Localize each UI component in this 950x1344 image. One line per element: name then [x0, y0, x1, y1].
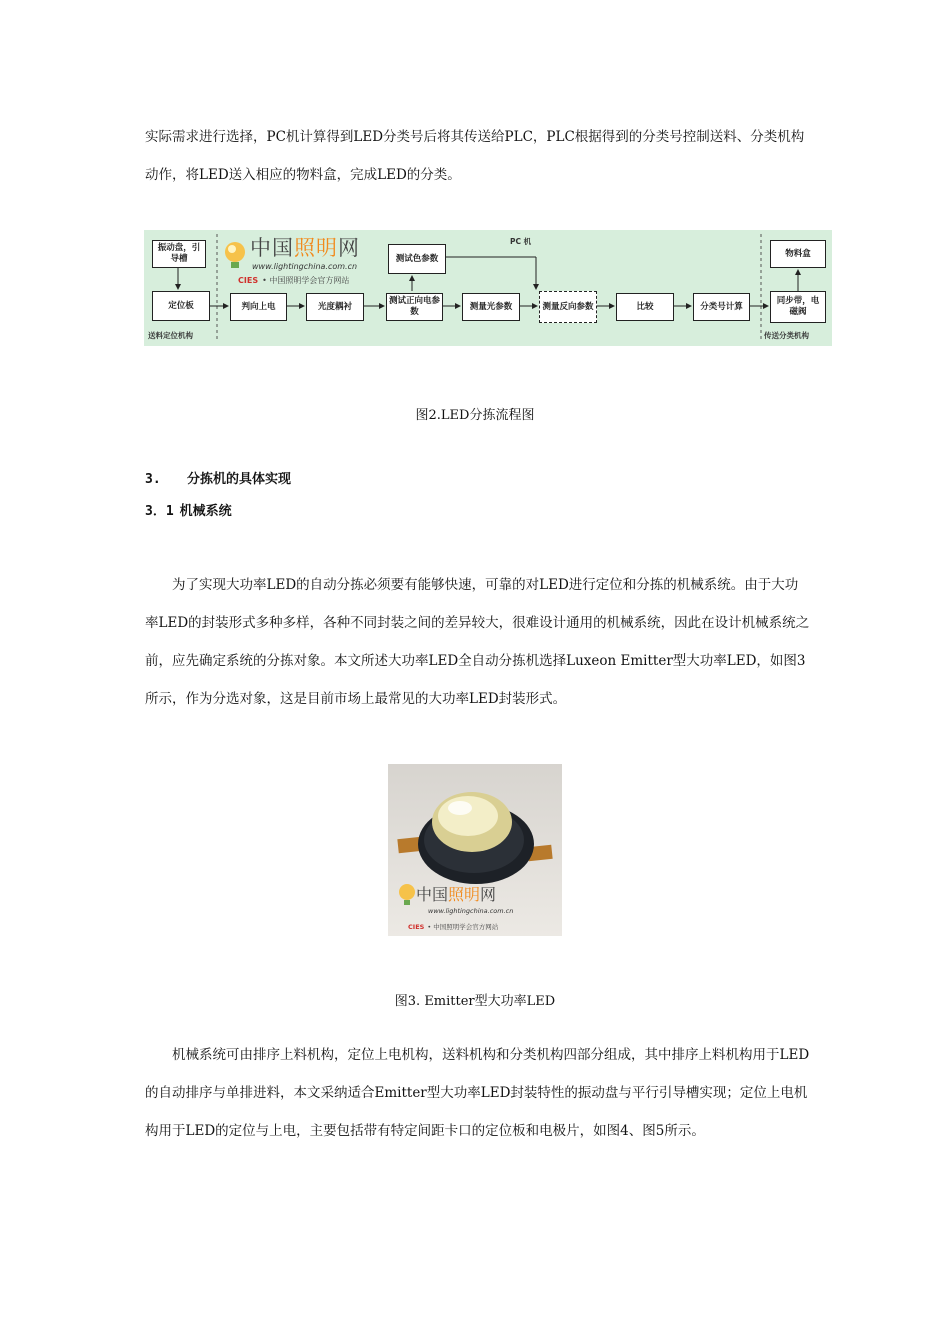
- logo-url: www.lightingchina.com.cn: [252, 262, 358, 271]
- emitter-led-illustration: [388, 764, 562, 884]
- lightbulb-logo-icon: [220, 238, 250, 272]
- section31-heading: [145, 500, 232, 519]
- paragraph-mechanical-intro: 为了实现大功率LED的自动分拣必须要有能够快速，可靠的对LED进行定位和分拣的机械系统。由于大功率LED的封装形式多种多样，各种不同封装之间的差异较大，很难设计通用的机械系统，因此在设计机械系统之前，应先确定系统的分拣对象。本文所述大功率LED全自动分拣机选择Luxeon Emitter型大功率LED，如图3所示，作为分选对象，这是目前市场上最常见的大功率LED封装形式。: [145, 577, 810, 707]
- left-section-label: 送料定位机构: [148, 331, 193, 340]
- box-sync-electromagnetic: 同步带，电磁阀: [770, 291, 826, 323]
- pc-label: PC 机: [510, 237, 532, 246]
- lightbulb-logo-icon: [396, 882, 418, 908]
- logo-url: www.lightingchina.com.cn: [428, 907, 514, 915]
- paragraph-intro: 实际需求进行选择，PC机计算得到LED分类号后将其传送给PLC，PLC根据得到的分类号控制送料、分类机构动作，将LED送入相应的物料盒，完成LED的分类。: [145, 129, 805, 183]
- logo-wordmark: 中国照明网: [250, 236, 360, 260]
- logo-organization: CIES • 中国照明学会官方网站: [238, 276, 350, 285]
- box-material-box: 物料盒: [770, 240, 826, 268]
- paragraph-mechanical-components: 机械系统可由排序上料机构，定位上电机构，送料机构和分类机构四部分组成，其中排序上料机构用于LED的自动排序与单排进料，本文采纳适合Emitter型大功率LED封装特性的振动盘与平行引导槽实现；定位上电机构用于LED的定位与上电，主要包括带有特定间距卡口的定位板和电极片，如图4、图5所示。: [145, 1047, 810, 1139]
- figure3-caption: 图3. Emitter型大功率LED: [394, 994, 556, 1009]
- section3-title: 分拣机的具体实现: [187, 472, 292, 487]
- box-positioning-plate: 定位板: [152, 291, 210, 321]
- box-test-color: 测试色参数: [388, 244, 446, 274]
- box-orient-power: 判向上电: [230, 293, 287, 321]
- box-compute-class: 分类号计算: [693, 293, 750, 321]
- box-optical-coupling: 光度耦衬: [306, 293, 364, 321]
- emitter-led-photo: [388, 764, 562, 936]
- box-feeder: 振动盘，引导槽: [152, 240, 206, 268]
- box-compare: 比较: [616, 293, 674, 321]
- box-test-forward: 测试正向电参数: [386, 293, 443, 321]
- section31-title: 机械系统: [179, 504, 232, 519]
- box-measure-optical: 测量光参数: [462, 293, 520, 321]
- right-section-label: 传送分类机构: [764, 331, 809, 340]
- logo-wordmark: 中国照明网: [416, 885, 497, 904]
- box-measure-reverse: 测量反向参数: [539, 291, 597, 323]
- section31-number: 3．1: [145, 504, 174, 519]
- section3-heading: [145, 468, 291, 487]
- figure2-caption: 图2.LED分拣流程图: [415, 408, 535, 423]
- led-sorting-flowchart: [144, 230, 832, 346]
- section3-number: 3.: [145, 472, 161, 487]
- logo-organization: CIES • 中国照明学会官方网站: [408, 923, 499, 931]
